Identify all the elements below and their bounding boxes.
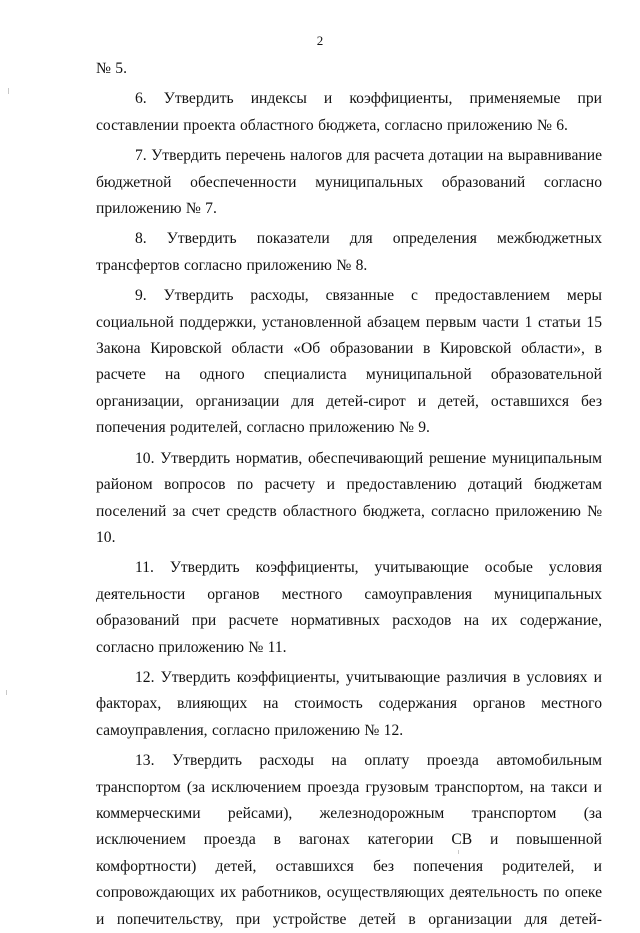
scan-speck [6, 690, 7, 695]
scan-speck [458, 850, 459, 854]
paragraph-item-8: 8. Утвердить показатели для определения межбюджетных трансфертов согласно приложению № 8. [96, 230, 602, 274]
paragraph-item-10: 10. Утвердить норматив, обеспечивающий решение муниципальным районом вопросов по расчету и предоставлению дотаций бюджетам поселений за счет средств областного бюджета, согласно приложению № 10. [96, 449, 602, 546]
paragraph-item-9: 9. Утвердить расходы, связанные с предоставлением меры социальной поддержки, установленной абзацем первым части 1 статьи 15 Закона Кировской области «Об образовании в Кировской области», в расчете на одного специалиста муниципальной образовательной организации, организации для детей-сирот и детей, оставшихся без попечения родителей, согласно приложению № 9. [96, 287, 602, 437]
paragraph-item-12: 12. Утвердить коэффициенты, учитывающие различия в условиях и факторах, влияющих на стоимость содержания органов местного самоуправления, согласно приложению № 12. [96, 668, 602, 739]
paragraph-item-6: 6. Утвердить индексы и коэффициенты, применяемые при составлении проекта областного бюджета, согласно приложению № 6. [96, 90, 602, 134]
document-body [96, 56, 602, 933]
page-number: 2 [316, 33, 324, 48]
paragraph-item-11: 11. Утвердить коэффициенты, учитывающие особые условия деятельности органов местного самоуправления муниципальных образований при расчете нормативных расходов на их содержание, согласно приложению № 11. [96, 559, 602, 656]
paragraph-continuation: № 5. [96, 60, 127, 77]
scan-speck [8, 88, 9, 94]
paragraph-item-7: 7. Утвердить перечень налогов для расчета дотации на выравнивание бюджетной обеспеченности муниципальных образований согласно приложению № 7. [96, 147, 602, 218]
paragraph-item-13: 13. Утвердить расходы на оплату проезда автомобильным транспортом (за исключением проезда грузовым транспортом, на такси и коммерческими рейсами), железнодорожным транспортом (за исключением проезда в вагонах категории СВ и повышенной комфортности) детей, оставшихся без попечения родителей, и сопровождающих их работников, осуществляющих деятельность по опеке и попечительству, при устройстве детей в организации для детей- [96, 752, 602, 928]
